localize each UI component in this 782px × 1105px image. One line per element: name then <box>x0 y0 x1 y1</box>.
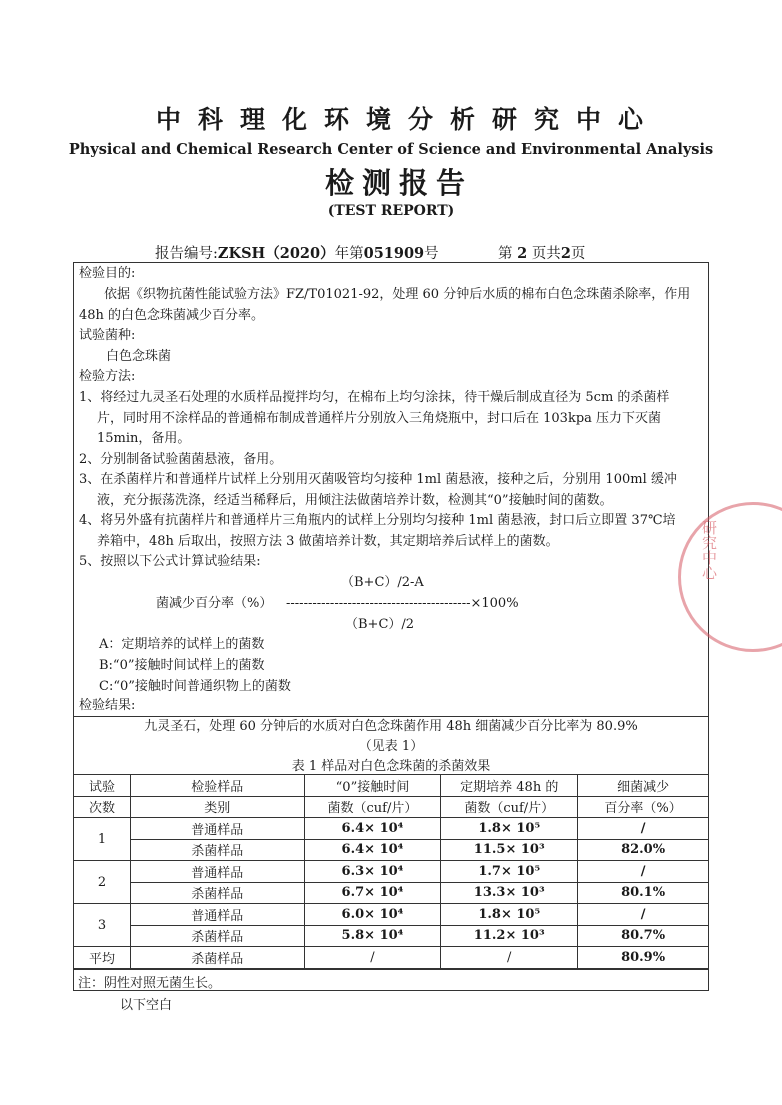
count-0h-cell: 6.0× 10⁴ <box>304 904 441 926</box>
count-48h-cell: 1.8× 10⁵ <box>441 818 578 840</box>
table-header-row <box>74 796 709 818</box>
table-header-cell: 定期培养 48h 的 <box>441 775 578 797</box>
count-48h-cell: 1.8× 10⁵ <box>441 904 578 926</box>
sample-type-cell: 杀菌样品 <box>130 839 304 861</box>
count-0h-cell: 5.8× 10⁴ <box>304 925 441 947</box>
count-0h-cell: 6.3× 10⁴ <box>304 861 441 883</box>
table-row-average <box>74 947 709 969</box>
reduction-rate-cell: / <box>578 861 709 883</box>
method-1-line-1: 1、将经过九灵圣石处理的水质样品搅拌均匀，在棉布上均匀涂抹，待干燥后制成直径为 5cm 的杀菌样 <box>79 390 670 405</box>
table-caption: 表 1 样品对白色念珠菌的杀菌效果 <box>291 759 491 774</box>
formula-numerator: （B+C）/2-A <box>341 575 424 590</box>
reduction-rate-cell: 82.0% <box>578 839 709 861</box>
formula-label: 菌减少百分率（%） <box>156 596 273 611</box>
table-header-cell: 菌数（cuf/片） <box>304 796 441 818</box>
method-3-line-1: 3、在杀菌样片和普通样片试样上分别用灭菌吸管均匀接种 1ml 菌悬液，接种之后，分别用 100ml 缓冲 <box>79 472 677 487</box>
result-label: 检验结果: <box>79 698 136 713</box>
table-header-cell: 检验样品 <box>130 775 304 797</box>
count-0h-cell: 6.4× 10⁴ <box>304 818 441 840</box>
page-number: 第 2 页共2页 <box>498 245 586 262</box>
definition-b: B:“0”接触时间试样上的菌数 <box>99 658 265 673</box>
table-header-cell: 次数 <box>74 796 131 818</box>
count-48h-cell: 13.3× 10³ <box>441 882 578 904</box>
table-header-row <box>74 775 709 797</box>
sample-type-cell: 杀菌样品 <box>130 947 304 969</box>
blank-marker: 以下空白 <box>120 998 173 1013</box>
count-48h-cell: 11.5× 10³ <box>441 839 578 861</box>
table-row <box>74 904 709 926</box>
table-header-cell: “0”接触时间 <box>304 775 441 797</box>
trial-number-cell: 2 <box>74 861 131 904</box>
sample-type-cell: 杀菌样品 <box>130 882 304 904</box>
purpose-text-1: 依据《织物抗菌性能试验方法》FZ/T01021-92，处理 60 分钟后水质的棉布白色念珠菌杀除率，作用 <box>104 287 691 302</box>
definition-a: A：定期培养的试样上的菌数 <box>99 637 265 652</box>
reduction-rate-cell: / <box>578 818 709 840</box>
report-number: 报告编号:ZKSH（2020）年第051909号 <box>155 245 439 262</box>
count-48h-cell: 11.2× 10³ <box>441 925 578 947</box>
method-label: 检验方法: <box>79 369 136 384</box>
sample-type-cell: 普通样品 <box>130 818 304 840</box>
note-divider <box>73 969 709 970</box>
method-1-line-2: 片，同时用不涂样品的普通棉布制成普通样片分别放入三角烧瓶中，封口后在 103kpa 压力下灭菌 <box>97 411 662 426</box>
table-row <box>74 925 709 947</box>
count-48h-cell: / <box>441 947 578 969</box>
table-header-cell: 细菌减少 <box>578 775 709 797</box>
method-1-line-3: 15min，备用。 <box>97 431 191 446</box>
reduction-rate-cell: 80.1% <box>578 882 709 904</box>
sample-type-cell: 杀菌样品 <box>130 925 304 947</box>
purpose-label: 检验目的: <box>79 266 136 281</box>
reduction-rate-cell: 80.9% <box>578 947 709 969</box>
formula-fraction-bar: ------------------------------------------×100% <box>286 596 519 611</box>
trial-number-cell: 平均 <box>74 947 131 969</box>
purpose-text-2: 48h 的白色念珠菌减少百分率。 <box>79 308 265 323</box>
sample-type-cell: 普通样品 <box>130 861 304 883</box>
strain-value: 白色念珠菌 <box>106 349 172 364</box>
report-title-cn: 检测报告 <box>324 166 473 200</box>
table-row <box>74 818 709 840</box>
result-text: 九灵圣石，处理 60 分钟后的水质对白色念珠菌作用 48h 细菌减少百分比率为 80.9% <box>144 719 638 734</box>
organization-name-cn: 中科理化环境分析研究中心 <box>155 105 660 134</box>
table-header-cell: 类别 <box>130 796 304 818</box>
trial-number-cell: 1 <box>74 818 131 861</box>
trial-number-cell: 3 <box>74 904 131 947</box>
count-0h-cell: 6.4× 10⁴ <box>304 839 441 861</box>
table-note: 注：阴性对照无菌生长。 <box>78 976 222 991</box>
table-row <box>74 882 709 904</box>
strain-label: 试验菌种: <box>79 328 136 343</box>
method-3-line-2: 液，充分振荡洗涤，经适当稀释后，用倾注法做菌培养计数，检测其“0”接触时间的菌数。 <box>97 493 613 508</box>
method-5: 5、按照以下公式计算试验结果: <box>79 554 261 569</box>
result-reference: （见表 1） <box>358 739 424 754</box>
table-header-cell: 百分率（%） <box>578 796 709 818</box>
formula-denominator: （B+C）/2 <box>345 617 415 632</box>
count-0h-cell: / <box>304 947 441 969</box>
reduction-rate-cell: 80.7% <box>578 925 709 947</box>
report-title-en: (TEST REPORT) <box>327 203 455 219</box>
method-2: 2、分别制备试验菌菌悬液，备用。 <box>79 452 283 467</box>
results-table <box>73 774 709 969</box>
count-0h-cell: 6.7× 10⁴ <box>304 882 441 904</box>
table-header-cell: 菌数（cuf/片） <box>441 796 578 818</box>
count-48h-cell: 1.7× 10⁵ <box>441 861 578 883</box>
organization-name-en: Physical and Chemical Research Center of Science and Environmental Analysis <box>68 141 714 158</box>
reduction-rate-cell: / <box>578 904 709 926</box>
official-seal-text: 研究中心 <box>700 520 718 580</box>
table-row <box>74 861 709 883</box>
definition-c: C:“0”接触时间普通织物上的菌数 <box>99 679 291 694</box>
table-row <box>74 839 709 861</box>
method-4-line-1: 4、将另外盛有抗菌样片和普通样片三角瓶内的试样上分别均匀接种 1ml 菌悬液，封口后立即置 37℃培 <box>79 513 676 528</box>
method-4-line-2: 养箱中，48h 后取出，按照方法 3 做菌培养计数，其定期培养后试样上的菌数。 <box>97 534 559 549</box>
table-header-cell: 试验 <box>74 775 131 797</box>
sample-type-cell: 普通样品 <box>130 904 304 926</box>
